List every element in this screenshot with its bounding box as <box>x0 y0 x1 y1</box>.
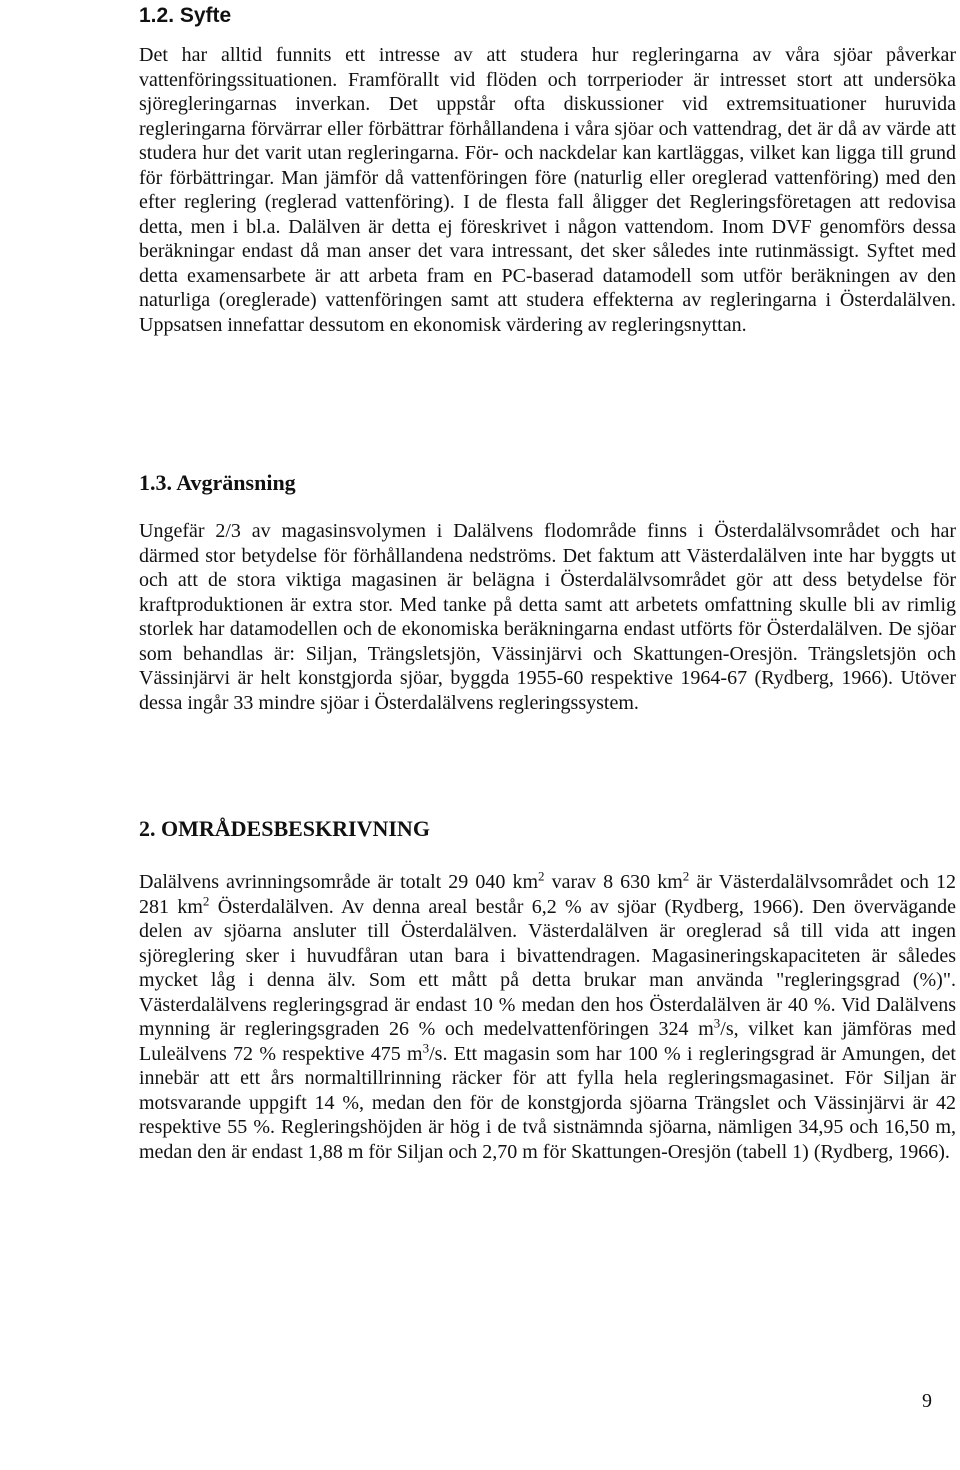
superscript: 3 <box>422 1039 430 1055</box>
text-run: /s, vilket kan jämföras med Luleälvens 72 % respektive 475 m <box>139 1018 957 1065</box>
text-run: /s. Ett magasin som har 100 % i regleringsgrad är Amungen, det innebär att ett års normaltillrinning räcker för att fylla hela regleringsmagasinet. För Siljan är motsvarande uppgift 14 %, medan den för de konstgjorda sjöarna Trängslet och Vässinjärvi är 42 respektive 55 %. Regleringshöjden är hög i de två sistnämnda sjöarna, nämligen 34,95 och 16,50 m, medan den är endast 1,88 m för Siljan och 2,70 m för Skattungen-Oresjön (tabell 1) (Rydberg, 1966). <box>139 1042 956 1163</box>
section-heading-omradesbeskrivning: 2. OMRÅDESBESKRIVNING <box>139 816 430 841</box>
text-run: Österdalälven. Av denna areal består 6,2 % av sjöar (Rydberg, 1966). Den övervägande delen av sjöarna ansluter till Österdalälven. Västerdalälven är oreglerad så till vida att ingen sjöreglering sker i huvudfåran utan bara i bivattendragen. Magasineringskapaciteten är således mycket låg i denna älv. Som ett mått på detta brukar man använda "regleringsgrad (%)". Västerdalälvens regleringsgrad är endast 10 % medan den hos Österdalälven är 40 %. Vid Dalälvens mynning är regleringsgraden 26 % och medelvattenföringen 324 m <box>139 895 957 1040</box>
superscript: 2 <box>682 868 690 884</box>
text-run: är Västerdalälvsområdet och 12 281 km <box>139 871 956 918</box>
text-run: Dalälvens avrinningsområde är totalt 29 040 km <box>139 871 539 893</box>
text-run: varav 8 630 km <box>544 871 683 893</box>
section-heading-syfte: 1.2. Syfte <box>139 4 232 27</box>
paragraph-syfte: Det har alltid funnits ett intresse av att studera hur regleringarna av våra sjöar påverkar vattenföringssituationen. Framförallt vid flöden och torrperioder är intresset stort att undersöka sjöregleringarnas inverkan. Det uppstår ofta diskussioner vid extremsituationer huruvida regleringarna förvärrar eller förbättrar förhållandena i våra sjöar och vattendrag, det är då av värde att studera hur det varit utan regleringarna. För- och nackdelar kan kartläggas, vilket kan ligga till grund för förbättringar. Man jämför då vattenföringen före (naturlig eller oreglerad vattenföring) med den efter reglering (reglerad vattenföring). I de flesta fall åligger det Regleringsföretagen att redovisa detta, men i bl.a. Dalälven är detta ej föreskrivet i någon vattendom. Inom DVF genomförs dessa beräkningar endast då man anser det vara intressant, det sker således inte rutinmässigt. Syftet med detta examensarbete är att arbeta fram en PC-baserad datamodell som utför beräkningen av den naturliga (oreglerade) vattenföringen samt att studera effekterna av regleringarna i Österdalälven. Uppsatsen innefattar dessutom en ekonomisk värdering av regleringsnyttan. <box>139 44 956 336</box>
superscript: 2 <box>538 868 545 884</box>
paragraph-avgransning: Ungefär 2/3 av magasinsvolymen i Dalälvens flodområde finns i Österdalälvsområdet och har därmed stor betydelse för förhållandena nedströms. Det faktum att Västerdalälven inte har byggts ut och att de stora viktiga magasinen är belägna i Österdalälvsområdet gör att dess betydelse för kraftproduktionen är extra stor. Med tanke på detta samt att arbetets omfattning skulle bli av rimlig storlek har datamodellen och de ekonomiska beräkningarna endast utförts för Österdalälven. De sjöar som behandlas är: Siljan, Trängsletsjön, Vässinjärvi och Skattungen-Oresjön. Trängsletsjön och Vässinjärvi är helt konstgjorda sjöar, byggda 1955-60 respektive 1964-67 (Rydberg, 1966). Utöver dessa ingår 33 mindre sjöar i Österdalälvens regleringssystem. <box>139 520 956 714</box>
page-number: 9 <box>922 1390 932 1412</box>
superscript: 2 <box>202 892 210 908</box>
paragraph-omradesbeskrivning <box>139 870 956 1164</box>
superscript: 3 <box>713 1015 721 1031</box>
section-heading-avgransning: 1.3. Avgränsning <box>139 470 296 495</box>
